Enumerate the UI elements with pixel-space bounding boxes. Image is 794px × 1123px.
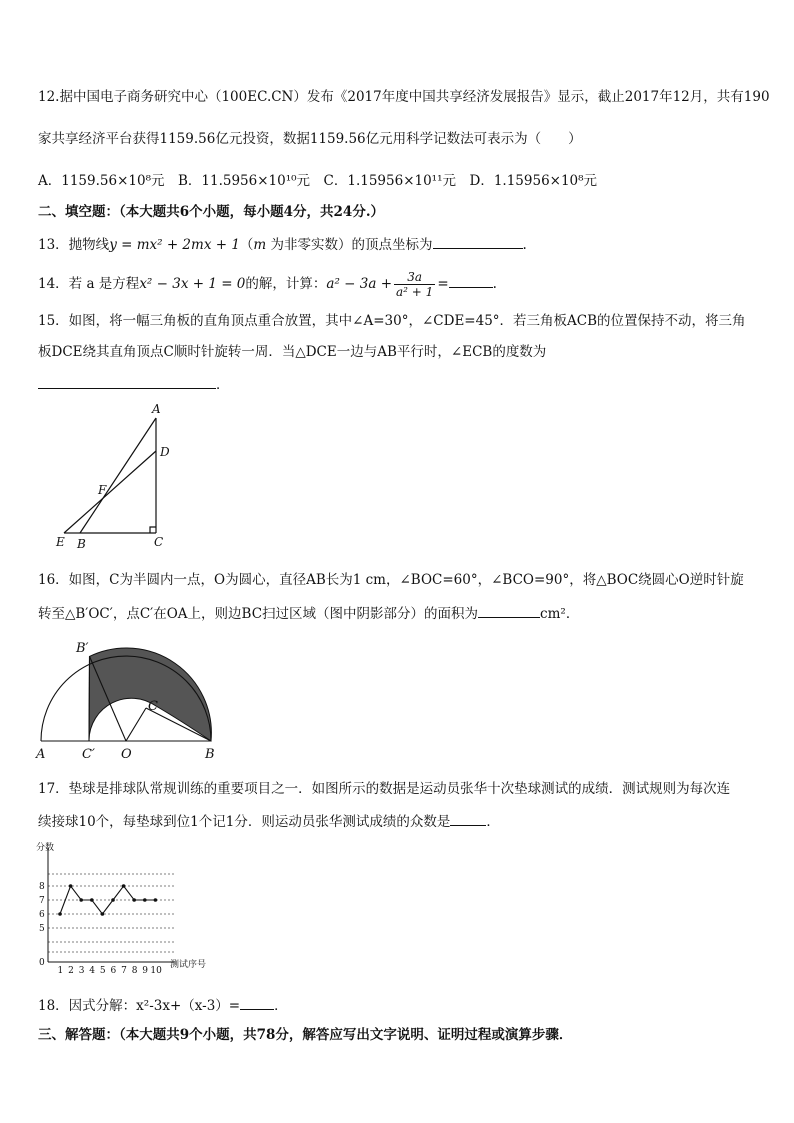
y-tick-label: 8 xyxy=(39,882,45,892)
series-line xyxy=(60,886,155,914)
q14-mid: 的解，计算： xyxy=(245,276,327,292)
q14-end: . xyxy=(492,276,497,292)
q17-score-chart xyxy=(34,840,224,975)
q17-line2 xyxy=(38,811,500,831)
y-tick-label: 5 xyxy=(39,924,45,934)
q17-line2-text: 续接球10个，每垫球到位1个记1分．则运动员张华测试成绩的众数是 xyxy=(38,814,451,830)
x-tick-label: 7 xyxy=(121,966,127,975)
q14-equation: x² − 3x + 1 = 0 xyxy=(139,276,246,292)
q13-end: . xyxy=(522,237,527,253)
q16-line1: 16．如图，C为半圆内一点，O为圆心，直径AB长为1 cm，∠BOC=60°，∠BCO=90°，将△BOC绕圆心O逆时针旋 xyxy=(38,572,744,588)
x-tick-label: 5 xyxy=(99,966,106,975)
q14-frac-den: a² + 1 xyxy=(396,285,434,299)
q15-triangle-figure xyxy=(52,400,182,552)
q16-semicircle-figure xyxy=(30,636,230,766)
q18-text: 18．因式分解：x²-3x+（x-3）= xyxy=(38,998,241,1014)
q13-formula: y = mx² + 2mx + 1 xyxy=(109,237,240,253)
q13-var: m xyxy=(253,237,267,253)
x-tick-label: 2 xyxy=(68,966,74,975)
q17-line1: 17．垫球是排球队常规训练的重要项目之一．如图所示的数据是运动员张华十次垫球测试的成绩．测试规则为每次连 xyxy=(38,781,731,797)
q14 xyxy=(38,270,497,299)
q14-prefix: 14．若 a 是方程 xyxy=(38,276,140,292)
q16-label-Bprime: B′ xyxy=(76,641,89,656)
q13-answer-blank[interactable] xyxy=(433,234,523,249)
q17-answer-blank[interactable] xyxy=(450,811,486,826)
q15-label-F: F xyxy=(98,483,107,497)
q16-line2-text: 转至△B′OC′，点C′在OA上，则边BC扫过区域（图中阴影部分）的面积为 xyxy=(38,606,479,622)
q15-line3 xyxy=(38,374,230,394)
chart-ylabel: 分数 xyxy=(36,843,55,853)
q16-answer-blank[interactable] xyxy=(478,603,540,618)
q15-label-E: E xyxy=(56,535,65,549)
q12-line2: 家共享经济平台获得1159.56亿元投资，数据1159.56亿元用科学记数法可表示为（ ） xyxy=(38,131,582,147)
data-point xyxy=(90,898,94,902)
y-tick-label: 7 xyxy=(39,896,45,906)
q13 xyxy=(38,234,527,254)
q15-answer-blank[interactable] xyxy=(38,374,216,389)
q14-frac-num: 3a xyxy=(394,270,435,285)
q14-equals: = xyxy=(437,276,449,292)
data-point xyxy=(79,898,83,902)
q16-label-A: A xyxy=(36,747,46,762)
q16-label-Cprime: C′ xyxy=(82,747,95,762)
q13-prefix: 13．抛物线 xyxy=(38,237,110,253)
q13-middle: （ xyxy=(239,237,254,253)
q13-suffix: 为非零实数）的顶点坐标为 xyxy=(266,237,433,253)
q15-label-B: B xyxy=(77,537,86,551)
q15-line2: 板DCE绕其直角顶点C顺时针旋转一周．当△DCE一边与AB平行时，∠ECB的度数为 xyxy=(38,344,547,360)
q12-line1: 12.据中国电子商务研究中心（100EC.CN）发布《2017年度中国共享经济发展报告》显示，截止2017年12月，共有190 xyxy=(38,89,770,105)
q16-label-B: B xyxy=(205,747,215,762)
q15-line1: 15．如图，将一幅三角板的直角顶点重合放置，其中∠A=30°，∠CDE=45°．若三角板ACB的位置保持不动，将三角 xyxy=(38,313,746,329)
data-point xyxy=(132,898,136,902)
q16-unit: cm²． xyxy=(540,606,580,622)
q14-answer-blank[interactable] xyxy=(449,273,493,288)
q15-label-A: A xyxy=(152,402,161,416)
x-tick-label: 8 xyxy=(131,966,138,975)
data-point xyxy=(101,912,105,916)
data-point xyxy=(122,884,126,888)
y-tick-label: 0 xyxy=(39,958,45,968)
q16-label-C: C xyxy=(148,699,158,714)
q15-end: ． xyxy=(216,377,230,393)
q16-line2 xyxy=(38,603,579,623)
x-tick-label: 9 xyxy=(142,966,149,975)
q14-expression: a² − 3a + xyxy=(326,276,393,292)
x-tick-label: 6 xyxy=(110,966,117,975)
data-point xyxy=(69,884,73,888)
q15-label-C: C xyxy=(154,535,164,549)
data-point xyxy=(58,912,62,916)
q18-end: ． xyxy=(274,998,288,1014)
data-point xyxy=(111,898,115,902)
q15-label-D: D xyxy=(160,445,170,459)
q17-end: ． xyxy=(486,814,500,830)
data-point xyxy=(154,898,158,902)
q12-options: A．1159.56×10⁸元 B．11.5956×10¹⁰元 C．1.15956×10¹¹元 D．1.15956×10⁸元 xyxy=(38,173,598,189)
q18 xyxy=(38,995,288,1015)
data-point xyxy=(143,898,147,902)
x-tick-label: 1 xyxy=(57,966,64,975)
q18-answer-blank[interactable] xyxy=(240,995,274,1010)
x-tick-label: 10 xyxy=(150,966,162,975)
q16-label-O: O xyxy=(121,747,132,762)
q14-fraction xyxy=(394,270,435,299)
x-tick-label: 3 xyxy=(78,966,85,975)
section3-heading: 三、解答题：（本大题共9个小题，共78分，解答应写出文字说明、证明过程或演算步骤． xyxy=(38,1027,573,1043)
chart-xlabel: 测试序号 xyxy=(170,960,207,970)
y-tick-label: 6 xyxy=(39,910,45,920)
section2-heading: 二、填空题：（本大题共6个小题，每小题4分，共24分.） xyxy=(38,204,385,220)
x-tick-label: 4 xyxy=(89,966,96,975)
